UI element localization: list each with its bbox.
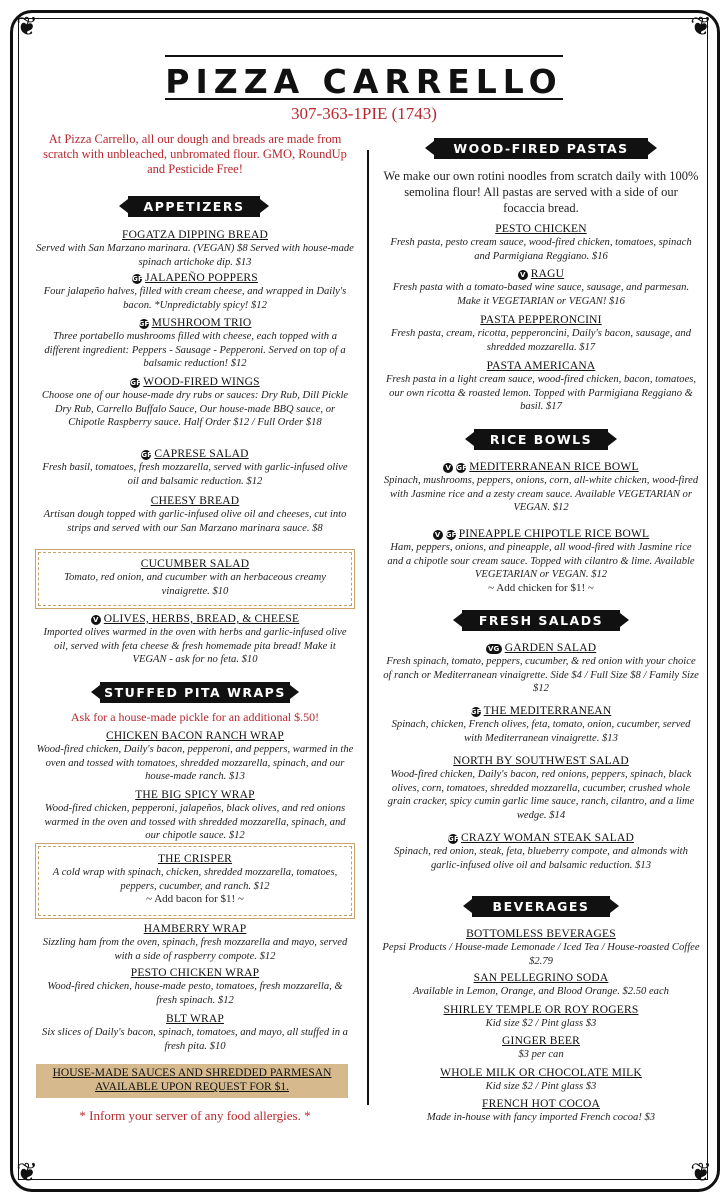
vegan-gluten-free-icon: VG [486,644,502,654]
item-desc: Tomato, red onion, and cucumber with an herbaceous creamy vinaigrette. $10 [64,572,326,597]
item-name: THE CRISPER [157,853,233,865]
section-pita-wraps: STUFFED PITA WRAPS [100,682,290,703]
corner-ornament-icon: ❦ [690,1158,712,1188]
menu-item [382,267,700,308]
menu-item [382,1066,700,1094]
item-addon: ~ Add chicken for $1! ~ [488,581,594,594]
pita-note: Ask for a house-made pickle for an additional $.50! [70,710,320,724]
item-desc: Fresh spinach, tomato, peppers, cucumber, & red onion with your choice of ranch or Mediterranean vinaigrette. Side $4 / Full Size $8 / Family Size $12 [383,656,699,694]
item-desc: Choose one of our house-made dry rubs or sauces: Dry Rub, Dill Pickle Dry Rub, Carrello Buffalo Sauce, Our house-made BBQ sauce, or Chipotle Raspberry sauce. Half Order $12 / Full Order $18 [41,390,349,428]
menu-item [382,831,700,872]
item-name: MEDITERRANEAN RICE BOWL [469,461,639,473]
section-beverages: BEVERAGES [472,896,610,917]
menu-item [36,228,354,269]
menu-item [382,704,700,745]
allergy-note: * Inform your server of any food allergies. * [79,1108,311,1123]
menu-item [36,966,354,1007]
item-desc: Wood-fired chicken, house-made pesto, tomatoes, fresh mozzarella, & fresh spinach. $12 [47,981,343,1006]
menu-item [36,375,354,430]
gluten-free-icon: GF [456,464,468,472]
item-desc: Wood-fired chicken, Daily's bacon, red onions, peppers, spinach, black olives, corn, tomatoes, shredded mozzarella, cucumber, crushed whole grain cracker, spicy cumin garlic lime sauce, ranch, cilantro, and a lime wedge. $14 [387,769,695,821]
intro-right: We make our own rotini noodles from scratch daily with 100% semolina flour! All pastas are served with a side of our focaccia bread. [383,169,699,215]
menu-item [36,447,354,488]
menu-item [36,788,354,843]
item-name: WOOD-FIRED WINGS [143,376,260,388]
menu-item [382,971,700,999]
item-desc: Wood-fired chicken, Daily's bacon, pepperoni, and peppers, warmed in the oven and tossed with tomatoes, shredded mozzarella, spinach, and our house-made ranch. $13 [36,744,354,782]
item-desc: Fresh pasta, cream, ricotta, pepperoncini, Daily's bacon, sausage, and shredded mozzarella. $17 [390,328,692,353]
item-desc: Kid size $2 / Pint glass $3 [485,1081,597,1092]
menu-item [382,527,700,594]
section-rice-bowls: RICE BOWLS [474,429,608,450]
gluten-free-icon: GF [448,835,459,843]
item-desc: Pepsi Products / House-made Lemonade / Iced Tea / House-roasted Coffee $2.79 [382,942,700,967]
section-appetizers: APPETIZERS [128,196,260,217]
corner-ornament-icon: ❦ [16,12,38,42]
gluten-free-icon: GF [132,275,144,283]
item-desc: Spinach, mushrooms, peppers, onions, corn, all-white chicken, wood-fired with Jasmine rice and a zesty cream sauce. Available VEGETARIAN or VEGAN. $12 [383,475,699,513]
item-desc: Six slices of Daily's bacon, spinach, tomatoes, and mayo, all stuffed in a fresh pita. $10 [42,1027,348,1052]
item-desc: Imported olives warmed in the oven with herbs and garlic-infused olive oil, served with feta cheese & fresh homemade pita bread! Make it VEGAN - ask for no feta. $10 [43,627,347,665]
item-name: CHEESY BREAD [150,495,240,507]
vegetarian-icon: V [433,530,443,540]
intro-left: At Pizza Carrello, all our dough and breads are made from scratch with unbleached, unbromated flour. GMO, RoundUp and Pesticide Free! [43,132,347,176]
menu-item [382,359,700,414]
vegetarian-icon: V [91,615,101,625]
menu-item [382,1097,700,1125]
item-desc: Spinach, chicken, French olives, feta, tomato, onion, cucumber, served with Mediterranean vinaigrette. $13 [391,719,691,744]
item-name: HAMBERRY WRAP [143,923,247,935]
item-desc: Sizzling ham from the oven, spinach, fresh mozzarella and mayo, served with a side of raspberry compote. $12 [42,937,348,962]
menu-item [382,641,700,696]
phone-number[interactable]: 307-363-1PIE (1743) [291,104,437,123]
item-desc: Four jalapeño halves, filled with cream cheese, and wrapped in Daily's bacon. *Unpredictably spicy! $12 [43,286,347,311]
item-desc: Made in-house with fancy imported French cocoa! $3 [426,1112,656,1123]
item-name: PESTO CHICKEN [495,223,587,235]
item-name: CUCUMBER SALAD [140,558,250,570]
item-desc: Served with San Marzano marinara. (VEGAN) $8 Served with house-made spinach artichoke dip. $13 [36,243,354,268]
item-desc: A cold wrap with spinach, chicken, shredded mozzarella, tomatoes, peppers, cucumber, and ranch. $12 [52,867,338,892]
item-desc: Fresh basil, tomatoes, fresh mozzarella, served with garlic-infused olive oil and balsamic reduction. $12 [42,462,348,487]
item-name: FRENCH HOT COCOA [481,1098,600,1110]
item-name: JALAPEÑO POPPERS [145,272,258,284]
menu-item [382,222,700,263]
item-name: SAN PELLEGRINO SODA [473,972,609,984]
item-desc: Ham, peppers, onions, and pineapple, all wood-fired with Jasmine rice and a chipotle sour cream sauce. Topped with cilantro & lime. Available VEGETARIAN or VEGAN. $12 [387,542,695,580]
item-name: CAPRESE SALAD [154,448,249,460]
item-name: RAGU [530,268,565,280]
item-name: BLT WRAP [166,1013,224,1025]
item-name: FOGATZA DIPPING BREAD [121,229,269,241]
section-pastas: WOOD-FIRED PASTAS [434,138,648,159]
item-name: NORTH BY SOUTHWEST SALAD [453,755,629,767]
item-name: GARDEN SALAD [504,642,597,654]
item-name: GINGER BEER [502,1035,580,1047]
item-name: CRAZY WOMAN STEAK SALAD [461,832,634,844]
header-rule-top [165,55,563,57]
item-addon: ~ Add bacon for $1! ~ [146,893,244,905]
gluten-free-icon: GF [445,531,457,539]
corner-ornament-icon: ❦ [16,1158,38,1188]
menu-item [36,557,354,598]
page-title: PIZZA CARRELLO [165,62,563,101]
item-desc: Fresh pasta, pesto cream sauce, wood-fired chicken, tomatoes, spinach and Parmigiana Reggiano. $16 [390,237,692,262]
menu-item [36,612,354,667]
gluten-free-icon: GF [138,320,150,328]
item-name: BOTTOMLESS BEVERAGES [466,928,616,940]
vegetarian-icon: V [443,463,453,473]
sauces-note: HOUSE-MADE SAUCES AND SHREDDED PARMESAN AVAILABLE UPON REQUEST FOR $1. [36,1064,348,1098]
menu-item [36,729,354,784]
item-desc: Fresh pasta in a light cream sauce, wood-fired chicken, bacon, tomatoes, our own ricotta & roasted lemon. Topped with Parmigiana Reggiano & basil. $17 [385,374,697,412]
menu-item [382,1034,700,1062]
item-name: SHIRLEY TEMPLE OR ROY ROGERS [443,1004,639,1016]
item-name: THE MEDITERRANEAN [483,705,612,717]
gluten-free-icon: GF [470,708,482,716]
item-name: WHOLE MILK OR CHOCOLATE MILK [440,1067,642,1079]
item-desc: Spinach, red onion, steak, feta, blueberry compote, and almonds with garlic-infused olive oil and balsamic reduction. $13 [394,846,688,871]
item-name: CHICKEN BACON RANCH WRAP [105,730,285,742]
item-desc: Wood-fired chicken, pepperoni, jalapeños, black olives, and red onions warmed in the oven and tossed with shredded mozzarella, spinach, and our chipotle sauce. $12 [44,803,346,841]
menu-item [382,927,700,968]
item-desc: Kid size $2 / Pint glass $3 [485,1018,597,1029]
menu-item [36,852,354,905]
item-desc: Three portabello mushrooms filled with cheese, each topped with a different ingredient: Peppers - Sausage - Pepperoni. Served on top of a balsamic reduction! $12 [44,331,346,369]
item-name: MUSHROOM TRIO [151,317,252,329]
item-desc: Fresh pasta with a tomato-based wine sauce, sausage, and parmesan. Make it VEGETARIAN or VEGAN! $16 [392,282,690,307]
section-salads: FRESH SALADS [462,610,620,631]
gluten-free-icon: GF [141,451,153,459]
item-name: PASTA PEPPERONCINI [480,314,602,326]
menu-item [36,922,354,963]
item-desc: $3 per can [518,1049,564,1060]
menu-item [36,316,354,371]
item-name: PINEAPPLE CHIPOTLE RICE BOWL [458,528,650,540]
column-divider [367,150,369,1105]
item-name: THE BIG SPICY WRAP [135,789,255,801]
header-rule-bottom [165,98,563,100]
vegetarian-icon: V [518,270,528,280]
menu-item [382,1003,700,1031]
item-desc: Artisan dough topped with garlic-infused olive oil and cheeses, cut into strips and served with our San Marzano marinara sauce. $8 [43,509,347,534]
corner-ornament-icon: ❦ [690,12,712,42]
menu-item [382,460,700,515]
menu-item [36,1012,354,1053]
item-desc: Available in Lemon, Orange, and Blood Orange. $2.50 each [413,986,669,997]
item-name: OLIVES, HERBS, BREAD, & CHEESE [103,613,300,625]
item-name: PESTO CHICKEN WRAP [130,967,260,979]
menu-item [382,313,700,354]
item-name: PASTA AMERICANA [486,360,596,372]
gluten-free-icon: GF [130,379,142,387]
menu-item [36,494,354,535]
menu-item [36,271,354,312]
menu-item [382,754,700,822]
